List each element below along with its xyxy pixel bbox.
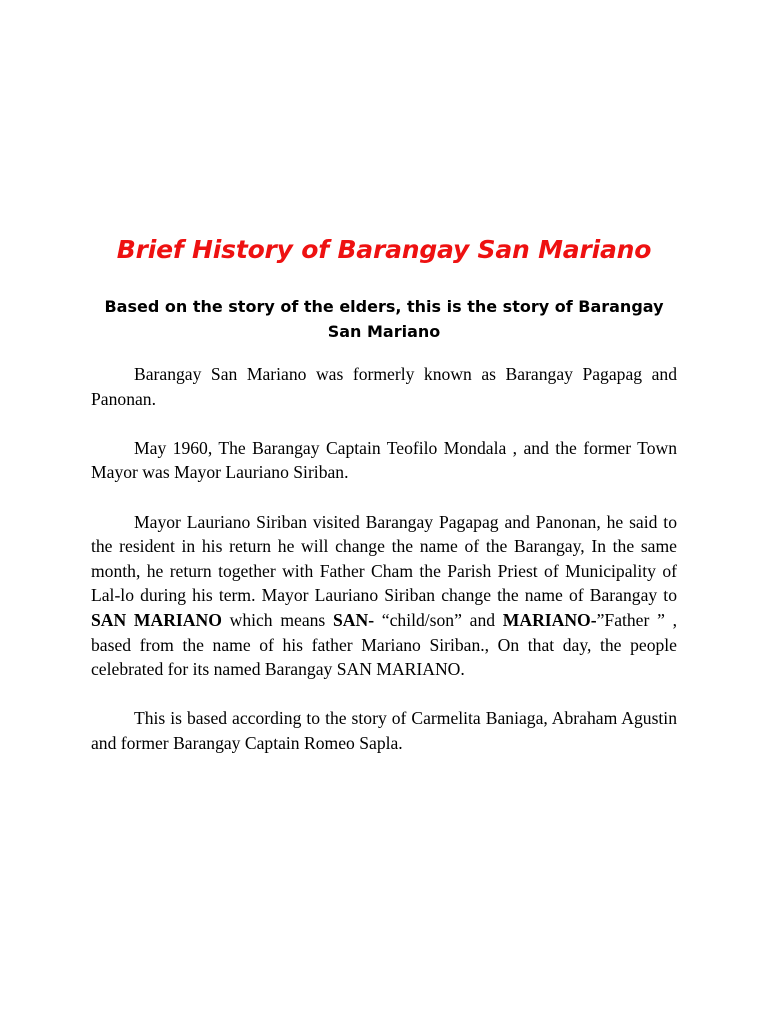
renaming-text-4: ”Father ” , based from the name of his father Mariano Siriban., On that day, the people celebrated for its named Barangay SAN MARIANO. <box>91 609 677 680</box>
renaming-text-2: which means <box>221 609 333 630</box>
renaming-bold-mariano: MARIANO- <box>502 609 597 630</box>
renaming-bold-san: SAN- <box>333 609 375 630</box>
renaming-text-1: Mayor Lauriano Siriban visited Barangay Pagapag and Panonan, he said to the resident in his return he will change the name of the Barangay, In the same month, he return together with Father Cham the Parish Priest of Municipality of Lal-lo during his term. Mayor Lauriano Siriban change the name of Barangay to <box>91 511 677 606</box>
paragraph-officials-1960: May 1960, The Barangay Captain Teofilo Mondala , and the former Town Mayor was Mayor Lauriano Siriban. <box>91 437 677 483</box>
document-body <box>91 362 677 780</box>
document-subtitle: Based on the story of the elders, this is the story of Barangay San Mariano <box>104 297 664 341</box>
paragraph-sources: This is based according to the story of Carmelita Baniaga, Abraham Agustin and former Barangay Captain Romeo Sapla. <box>91 708 677 753</box>
document-title: Brief History of Barangay San Mariano <box>116 235 652 264</box>
paragraph-former-names: Barangay San Mariano was formerly known as Barangay Pagapag and Panonan. <box>91 364 677 409</box>
renaming-bold-san-mariano: SAN MARIANO <box>91 609 222 630</box>
renaming-text-3: “child/son” and <box>374 609 503 630</box>
paragraph-renaming <box>91 510 677 682</box>
